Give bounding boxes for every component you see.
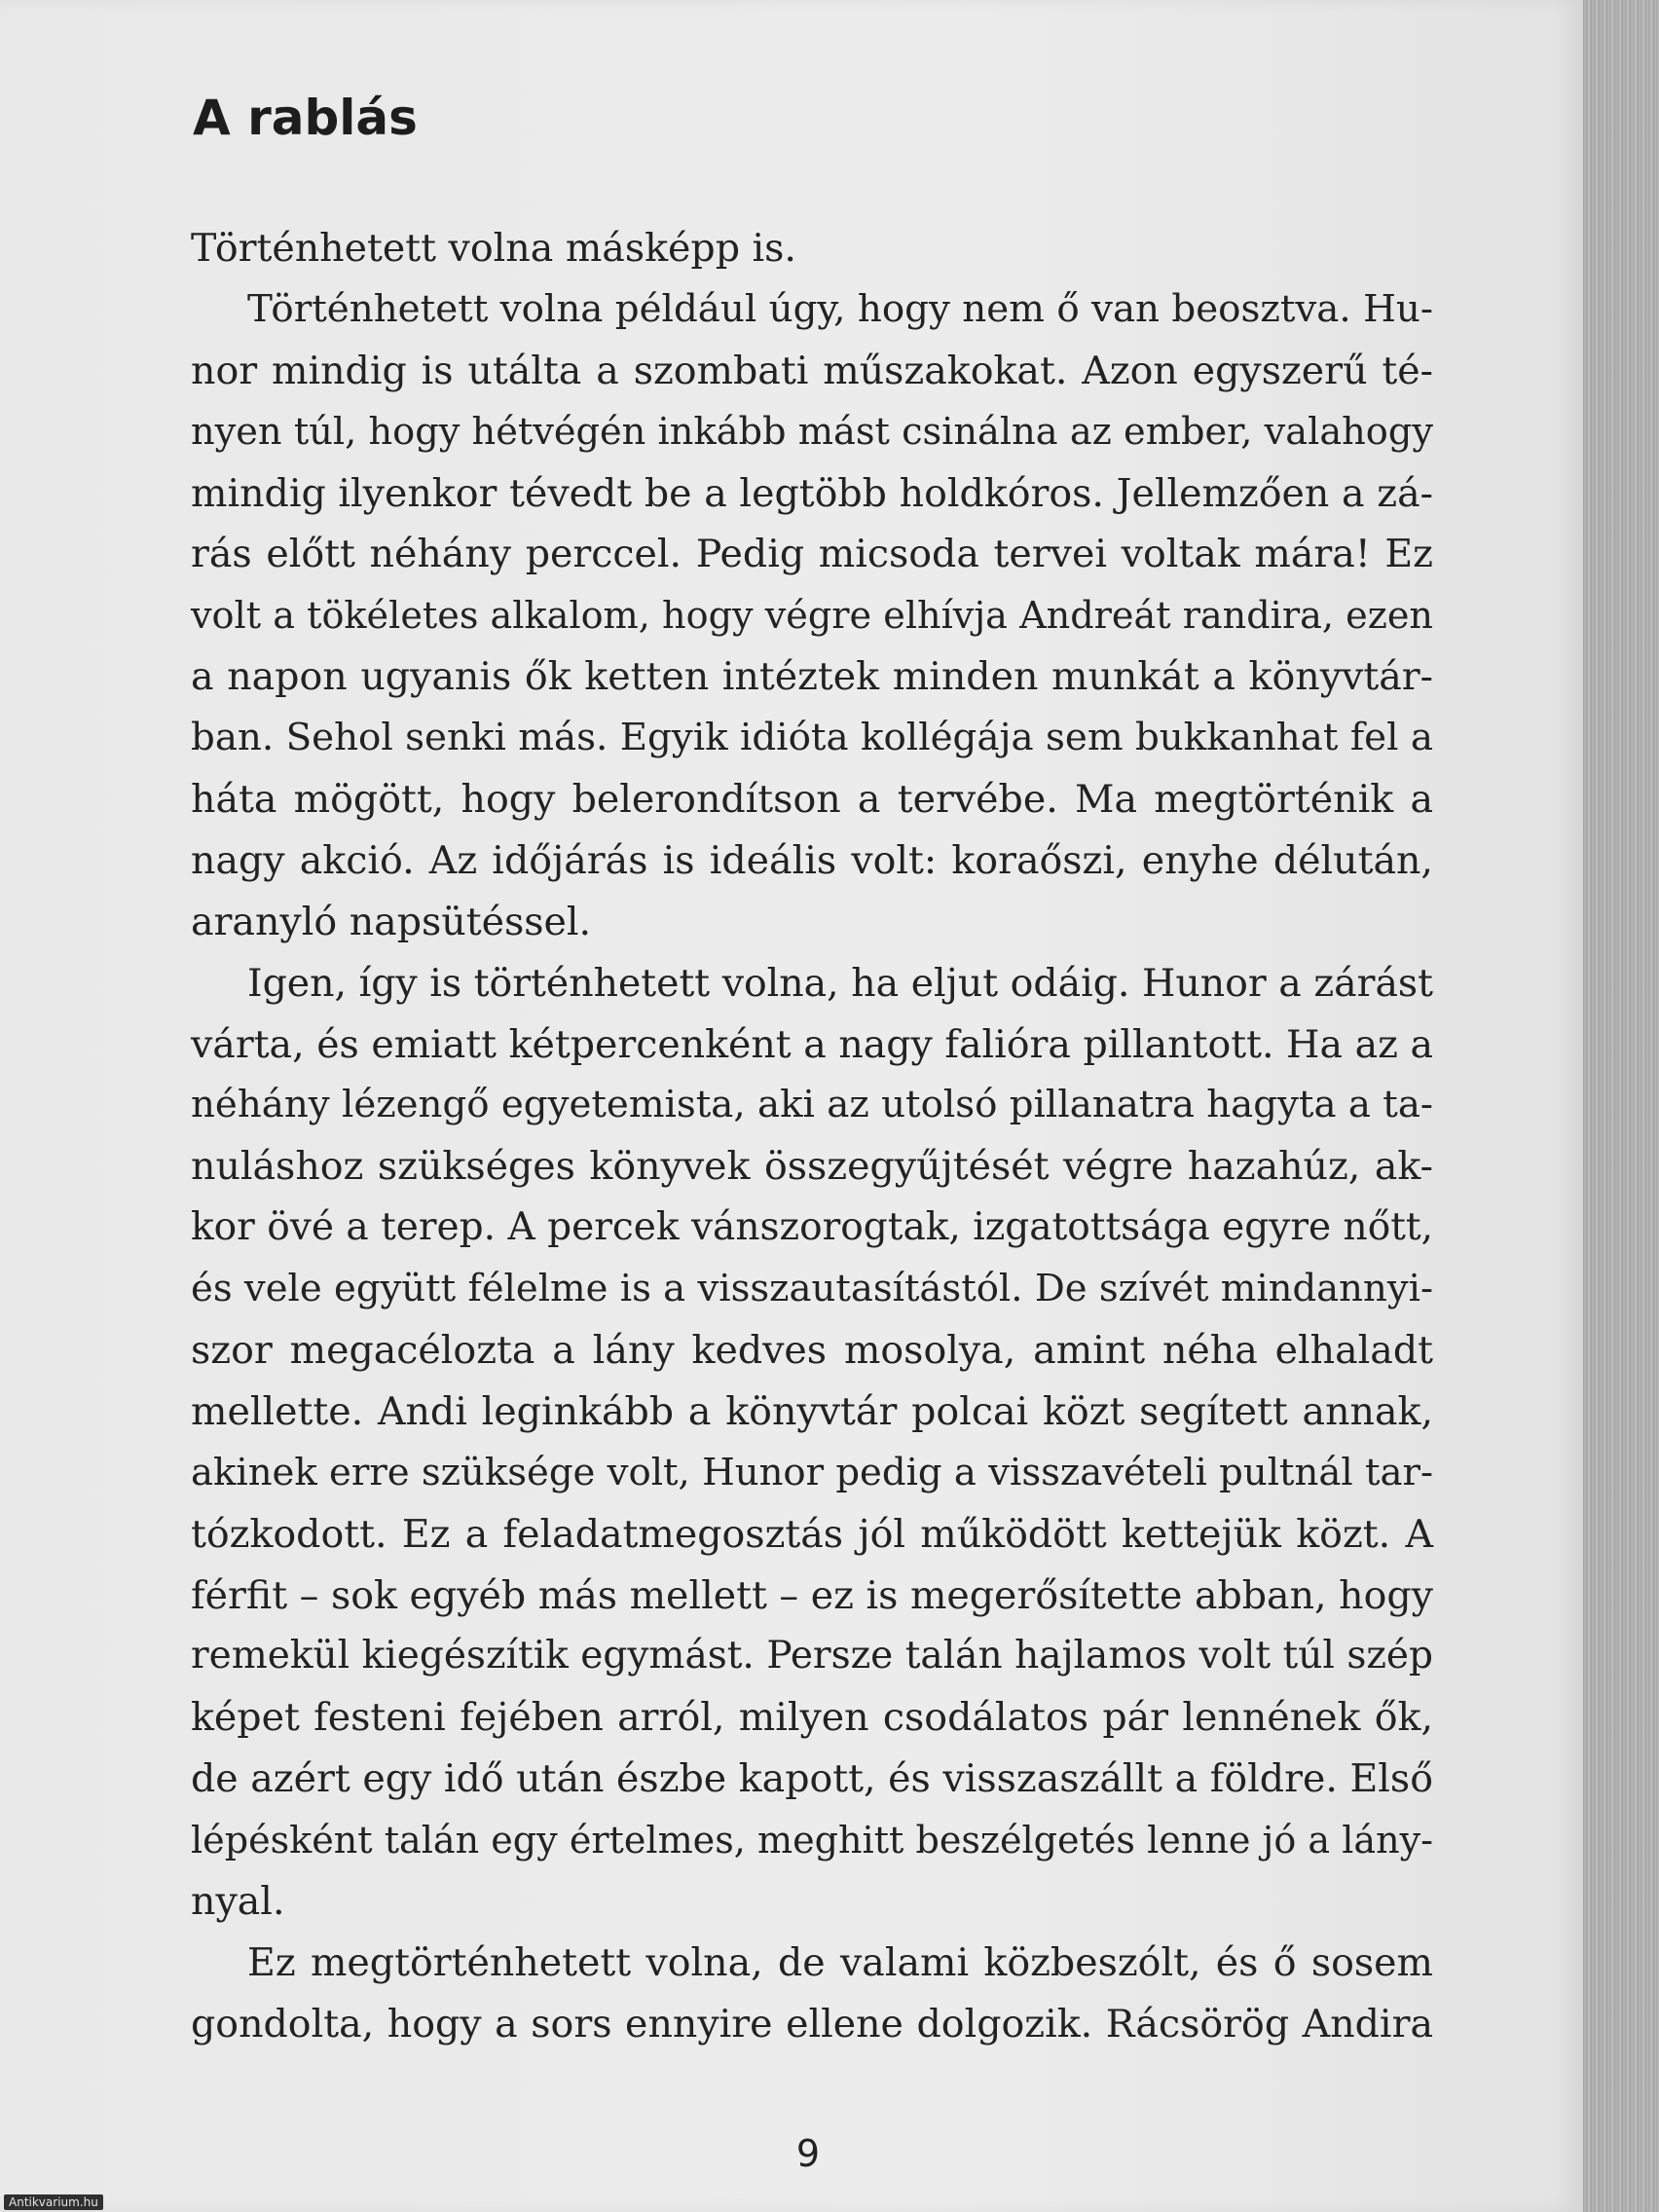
text-line: nyen túl, hogy hétvégén inkább mást csinálna az ember, valahogy xyxy=(191,409,1433,454)
text-line: ban. Sehol senki más. Egyik idióta kollégája sem bukkanhat fel a xyxy=(191,716,1433,760)
text-line: de azért egy idő után észbe kapott, és visszaszállt a földre. Első xyxy=(191,1756,1433,1802)
text-line: akinek erre szüksége volt, Hunor pedig a visszavételi pultnál tar- xyxy=(191,1450,1433,1494)
text-line: Ez megtörténhetett volna, de valami közbeszólt, és ő sosem xyxy=(247,1939,1433,1985)
text-line: Történhetett volna például úgy, hogy nem ő van beosztva. Hu- xyxy=(247,286,1433,331)
text-line: volt a tökéletes alkalom, hogy végre elhívja Andreát randira, ezen xyxy=(191,594,1433,638)
text-line: képet festeni fejében arról, milyen csodálatos pár lennének ők, xyxy=(191,1695,1433,1741)
text-line: nuláshoz szükséges könyvek összegyűjtését végre hazahúz, ak- xyxy=(191,1144,1433,1190)
text-line: szor megacélozta a lány kedves mosolya, amint néha elhaladt xyxy=(191,1328,1433,1374)
text-line: a napon ugyanis ők ketten intéztek minden munkát a könyvtár- xyxy=(191,654,1433,700)
page-number: 9 xyxy=(795,2132,821,2175)
text-line: nagy akció. Az időjárás is ideális volt: koraőszi, enyhe délután, xyxy=(191,837,1433,883)
text-line: Igen, így is történhetett volna, ha eljut odáig. Hunor a zárást xyxy=(247,960,1433,1006)
text-line: tózkodott. Ez a feladatmegosztás jól működött kettejük közt. A xyxy=(191,1511,1433,1557)
text-line: mellette. Andi leginkább a könyvtár polcai közt segített annak, xyxy=(191,1388,1433,1434)
page-edge-stack xyxy=(1583,0,1659,2212)
text-line: háta mögött, hogy belerondítson a tervébe. Ma megtörténik a xyxy=(191,777,1433,823)
text-line: Történhetett volna másképp is. xyxy=(191,226,796,271)
text-line: férfit – sok egyéb más mellett – ez is megerősítette abban, hogy xyxy=(191,1572,1433,1618)
text-line: és vele együtt félelme is a visszautasítástól. De szívét mindannyi- xyxy=(191,1267,1433,1311)
text-line: remekül kiegészítik egymást. Persze talán hajlamos volt túl szép xyxy=(191,1634,1433,1678)
body-text xyxy=(191,218,1433,2055)
text-line: lépésként talán egy értelmes, meghitt beszélgetés lenne jó a lány- xyxy=(191,1819,1433,1862)
text-line: néhány lézengő egyetemista, aki az utolsó pillanatra hagyta a ta- xyxy=(191,1083,1433,1127)
text-line: várta, és emiatt kétpercenként a nagy falióra pillantott. Ha az a xyxy=(191,1021,1433,1067)
text-line: aranyló napsütéssel. xyxy=(191,899,592,944)
text-line: gondolta, hogy a sors ennyire ellene dolgozik. Rácsörög Andira xyxy=(191,2001,1433,2046)
watermark: Antikvarium.hu xyxy=(4,2194,103,2210)
text-line: kor övé a terep. A percek vánszorogtak, izgatottsága egyre nőtt, xyxy=(191,1205,1433,1250)
text-line: nor mindig is utálta a szombati műszakokat. Azon egyszerű té- xyxy=(191,348,1433,393)
chapter-title: A rablás xyxy=(193,90,418,146)
text-line: rás előtt néhány perccel. Pedig micsoda tervei voltak mára! Ez xyxy=(191,532,1433,577)
text-line: nyal. xyxy=(191,1879,285,1925)
text-line: mindig ilyenkor tévedt be a legtöbb holdkóros. Jellemzően a zá- xyxy=(191,470,1433,516)
